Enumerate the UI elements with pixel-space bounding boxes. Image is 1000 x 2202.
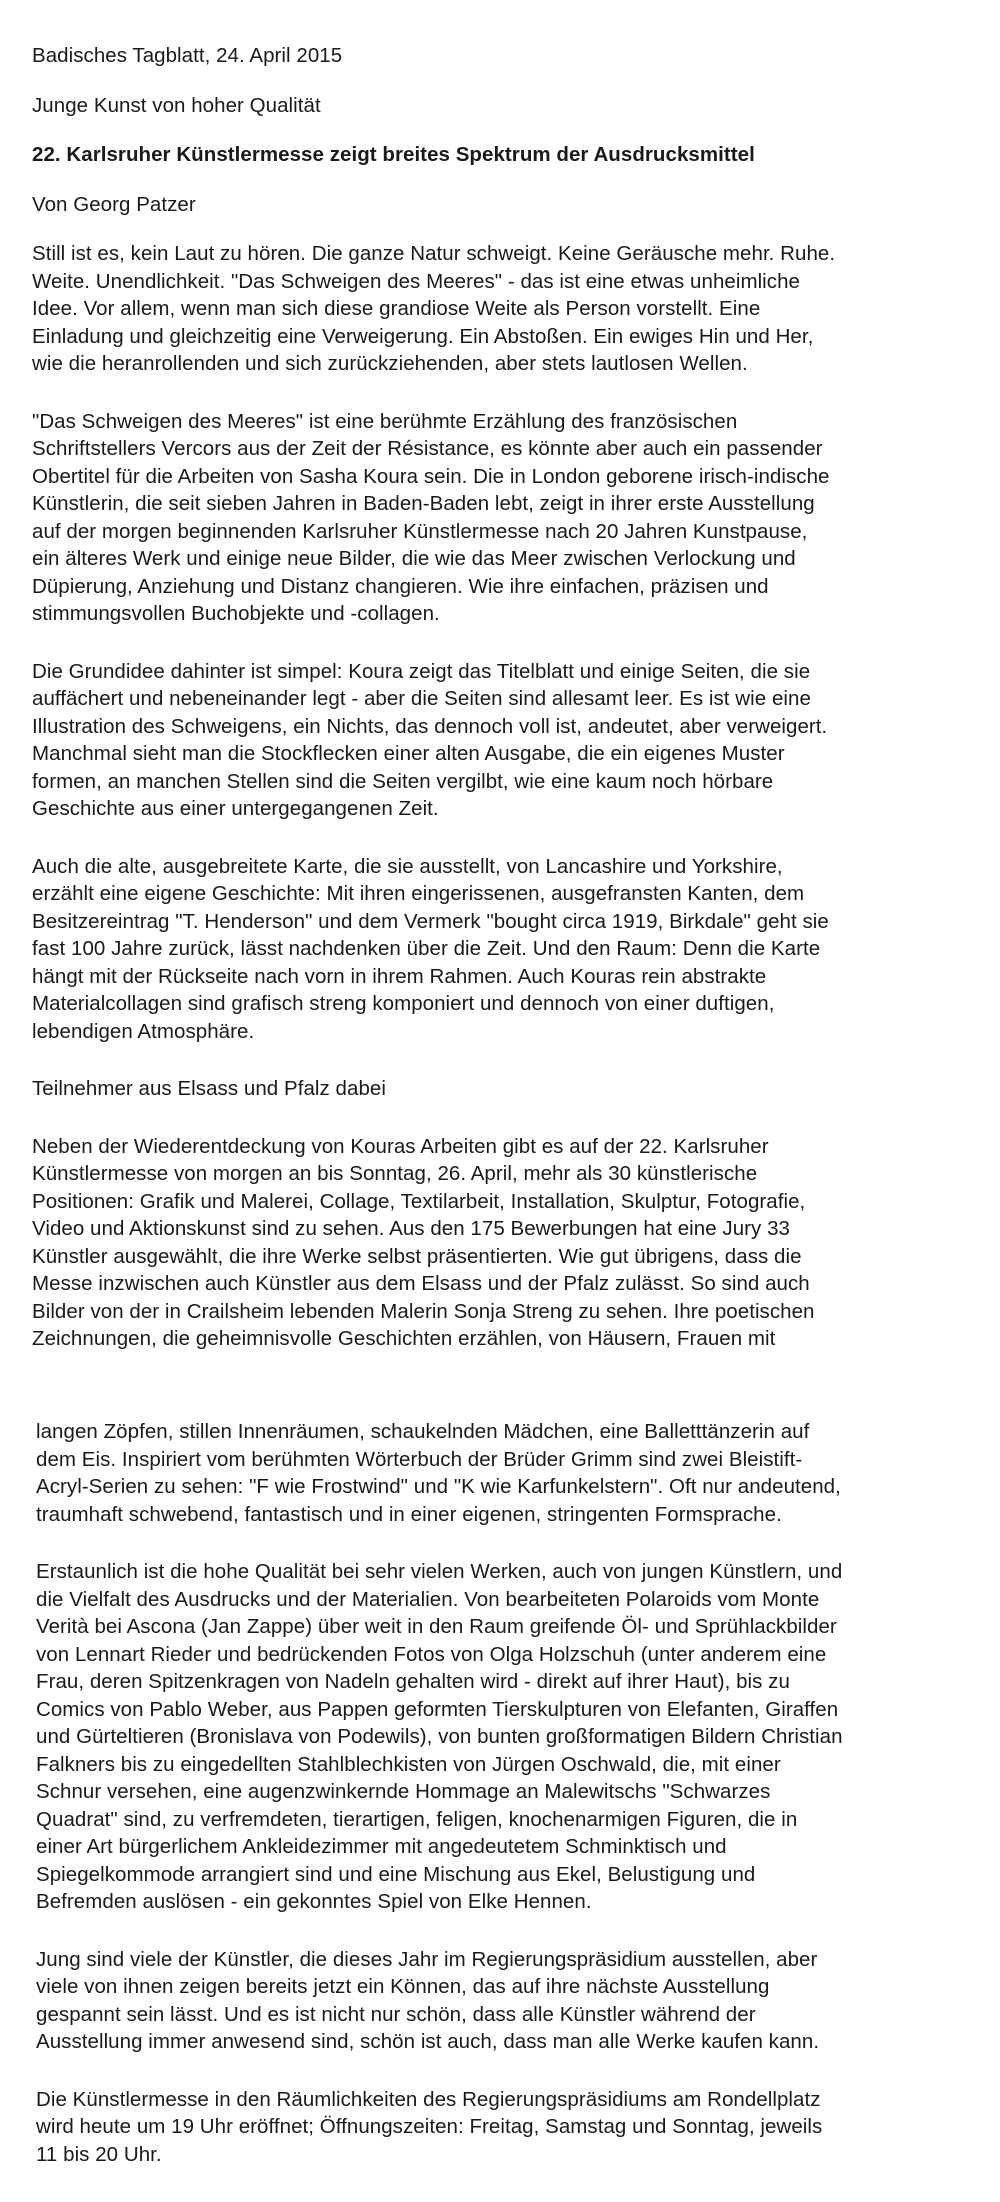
paragraph-line: Schriftstellers Vercors aus der Zeit der Résistance, es könnte aber auch ein passender (32, 437, 823, 460)
paragraph-line: Bilder von der in Crailsheim lebenden Malerin Sonja Streng zu sehen. Ihre poetischen (32, 1299, 815, 1323)
paragraph-line: Neben der Wiederentdeckung von Kouras Arbeiten gibt es auf der 22. Karlsruher (32, 1134, 769, 1158)
paragraph-line: Materialcollagen sind grafisch streng komponiert und dennoch von einer duftigen, (32, 992, 775, 1015)
paragraph-line: von Lennart Rieder und bedrückenden Fotos von Olga Holzschuh (unter anderem eine (36, 1642, 827, 1666)
paragraph-line: erzählt eine eigene Geschichte: Mit ihren eingerissenen, ausgefransten Kanten, dem (32, 882, 805, 905)
paragraph-line: Künstlerin, die seit sieben Jahren in Baden-Baden lebt, zeigt in ihrer erste Ausstellung (32, 492, 815, 515)
paragraph-line: einer Art bürgerlichem Ankleidezimmer mit angedeutetem Schminktisch und (36, 1835, 727, 1858)
source-line: Badisches Tagblatt, 24. April 2015 (32, 44, 343, 67)
paragraph-line: Quadrat" sind, zu verfremdeten, tierartigen, feligen, knochenarmigen Figuren, die in (36, 1807, 798, 1831)
paragraph-line: Illustration des Schweigens, ein Nichts, das dennoch voll ist, andeutet, aber verweigert. (32, 714, 828, 738)
paragraph-line: langen Zöpfen, stillen Innenräumen, schaukelnden Mädchen, eine Balletttänzerin auf (36, 1420, 810, 1443)
paragraph-line: ein älteres Werk und einige neue Bilder, die wie das Meer zwischen Verlockung und (32, 547, 796, 570)
paragraph-6 (36, 1418, 996, 1528)
paragraph-5 (32, 1133, 992, 1353)
paragraph-2 (32, 408, 992, 628)
headline: 22. Karlsruher Künstlermesse zeigt breites Spektrum der Ausdrucksmittel (32, 143, 755, 166)
paragraph-line: und Gürteltieren (Bronislava von Podewils), von bunten großformatigen Bildern Christian (36, 1725, 843, 1748)
paragraph-8 (36, 1946, 996, 2056)
paragraph-line: Künstler ausgewählt, die ihre Werke selbst präsentierten. Wie gut übrigens, dass die (32, 1244, 802, 1268)
paragraph-line: hängt mit der Rückseite nach vorn in ihrem Rahmen. Auch Kouras rein abstrakte (32, 964, 767, 988)
paragraph-line: Messe inzwischen auch Künstler aus dem Elsass und der Pfalz zulässt. So sind auch (32, 1272, 810, 1295)
paragraph-line: die Vielfalt des Ausdrucks und der Materialien. Von bearbeiteten Polaroids vom Monte (36, 1587, 820, 1611)
paragraph-line: Geschichte aus einer untergegangenen Zeit. (32, 797, 439, 820)
paragraph-1 (32, 240, 992, 378)
kicker: Junge Kunst von hoher Qualität (32, 93, 321, 117)
paragraph-line: Weite. Unendlichkeit. "Das Schweigen des Meeres" - das ist eine etwas unheimliche (32, 269, 800, 293)
paragraph-line: Manchmal sieht man die Stockflecken einer alten Ausgabe, die ein eigenes Muster (32, 742, 785, 765)
article-column-part-2 (36, 1418, 996, 2168)
paragraph-line: auffächert und nebeneinander legt - aber die Seiten sind allesamt leer. Es ist wie eine (32, 687, 811, 710)
paragraph-line: Zeichnungen, die geheimnisvolle Geschichten erzählen, von Häusern, Frauen mit (32, 1327, 776, 1350)
paragraph-line: 11 bis 20 Uhr. (36, 2142, 162, 2166)
paragraph-line: Positionen: Grafik und Malerei, Collage, Textilarbeit, Installation, Skulptur, Fotografie, (32, 1189, 806, 1213)
paragraph-line: dem Eis. Inspiriert vom berühmten Wörterbuch der Brüder Grimm sind zwei Bleistift- (36, 1447, 803, 1471)
paragraph-line: Schnur versehen, eine augenzwinkernde Hommage an Malewitschs "Schwarzes (36, 1780, 771, 1803)
paragraph-line: viele von ihnen zeigen bereits jetzt ein Können, das auf ihre nächste Ausstellung (36, 1975, 770, 1998)
paragraph-line: Falkners bis zu eingedellten Stahlblechkisten von Jürgen Oschwald, die, mit einer (36, 1752, 781, 1776)
paragraph-line: formen, an manchen Stellen sind die Seiten vergilbt, wie eine kaum noch hörbare (32, 769, 774, 793)
paragraph-line: gespannt sein lässt. Und es ist nicht nur schön, dass alle Künstler während der (36, 2002, 756, 2026)
paragraph-line: Die Künstlermesse in den Räumlichkeiten des Regierungspräsidiums am Rondellplatz (36, 2087, 821, 2111)
paragraph-4 (32, 853, 992, 1046)
paragraph-line: Erstaunlich ist die hohe Qualität bei sehr vielen Werken, auch von jungen Künstlern, und (36, 1560, 843, 1583)
paragraph-line: Acryl-Serien zu sehen: "F wie Frostwind" und "K wie Karfunkelstern". Oft nur andeutend, (36, 1475, 841, 1498)
paragraph-line: Spiegelkommode arrangiert sind und eine Mischung aus Ekel, Belustigung und (36, 1862, 756, 1886)
paragraph-line: Besitzereintrag "T. Henderson" und dem Vermerk "bought circa 1919, Birkdale" geht sie (32, 909, 829, 933)
paragraph-line: Jung sind viele der Künstler, die dieses Jahr im Regierungspräsidium ausstellen, aber (36, 1947, 818, 1971)
paragraph-line: wird heute um 19 Uhr eröffnet; Öffnungszeiten: Freitag, Samstag und Sonntag, jeweils (36, 2115, 823, 2138)
article-column-part-1 (32, 42, 992, 1353)
paragraph-line: Befremden auslösen - ein gekonntes Spiel von Elke Hennen. (36, 1890, 592, 1913)
paragraph-line: Künstlermesse von morgen an bis Sonntag, 26. April, mehr als 30 künstlerische (32, 1162, 758, 1185)
paragraph-line: Idee. Vor allem, wenn man sich diese grandiose Weite als Person vorstellt. Eine (32, 297, 761, 320)
paragraph-3 (32, 658, 992, 823)
paragraph-line: Frau, deren Spitzenkragen von Nadeln gehalten wird - direkt auf ihrer Haut), bis zu (36, 1670, 790, 1693)
paragraph-line: Comics von Pablo Weber, aus Pappen geformten Tierskulpturen von Elefanten, Giraffen (36, 1697, 839, 1721)
paragraph-line: Obertitel für die Arbeiten von Sasha Koura sein. Die in London geborene irisch-indische (32, 464, 830, 488)
paragraph-line: stimmungsvollen Buchobjekte und -collagen. (32, 602, 440, 625)
paragraph-line: Düpierung, Anziehung und Distanz changieren. Wie ihre einfachen, präzisen und (32, 574, 769, 598)
paragraph-7 (36, 1558, 996, 1916)
paragraph-line: Video und Aktionskunst sind zu sehen. Aus den 175 Bewerbungen hat eine Jury 33 (32, 1217, 791, 1240)
paragraph-line: Einladung und gleichzeitig eine Verweigerung. Ein Abstoßen. Ein ewiges Hin und Her, (32, 324, 814, 348)
paragraph-line: lebendigen Atmosphäre. (32, 1019, 255, 1043)
byline: Von Georg Patzer (32, 192, 196, 216)
paragraph-line: wie die heranrollenden und sich zurückziehenden, aber stets lautlosen Wellen. (32, 352, 748, 375)
paragraph-line: auf der morgen beginnenden Karlsruher Künstlermesse nach 20 Jahren Kunstpause, (32, 519, 808, 543)
paragraph-line: Verità bei Ascona (Jan Zappe) über weit in den Raum greifende Öl- und Sprühlackbilder (36, 1615, 837, 1638)
paragraph-line: "Das Schweigen des Meeres" ist eine berühmte Erzählung des französischen (32, 409, 738, 433)
subheading: Teilnehmer aus Elsass und Pfalz dabei (32, 1077, 386, 1100)
paragraph-line: Die Grundidee dahinter ist simpel: Koura zeigt das Titelblatt und einige Seiten, die sie (32, 659, 811, 683)
paragraph-9 (36, 2086, 996, 2169)
paragraph-line: Auch die alte, ausgebreitete Karte, die sie ausstellt, von Lancashire und Yorkshire, (32, 854, 783, 878)
paragraph-line: Still ist es, kein Laut zu hören. Die ganze Natur schweigt. Keine Geräusche mehr. Ruhe. (32, 242, 836, 265)
paragraph-line: Ausstellung immer anwesend sind, schön ist auch, dass man alle Werke kaufen kann. (36, 2030, 820, 2053)
paragraph-line: fast 100 Jahre zurück, lässt nachdenken über die Zeit. Und den Raum: Denn die Karte (32, 937, 821, 960)
paragraph-line: traumhaft schwebend, fantastisch und in einer eigenen, stringenten Formsprache. (36, 1502, 782, 1526)
